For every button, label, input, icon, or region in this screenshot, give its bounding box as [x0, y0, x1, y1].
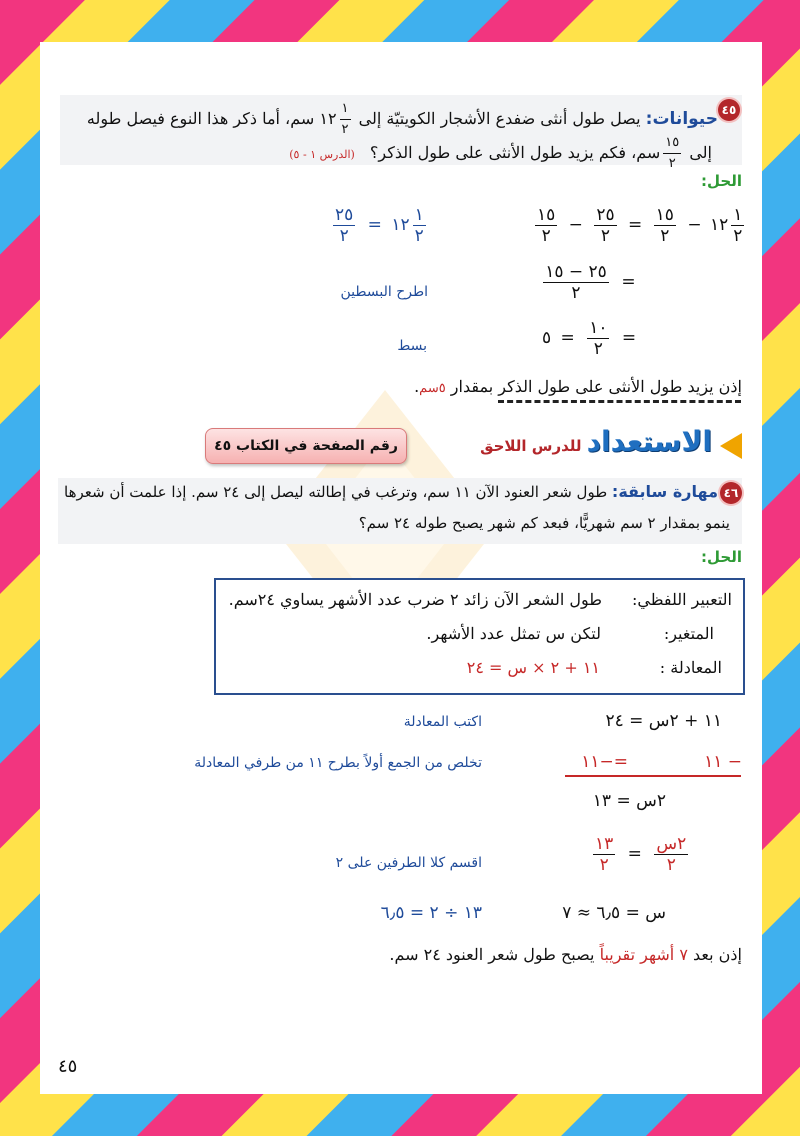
- book-page-reference-button[interactable]: رقم الصفحة في الكتاب ٤٥: [205, 428, 407, 464]
- subtraction-rule: [565, 775, 741, 777]
- next-lesson-heading: الاستعداد للدرس اللاحق: [480, 425, 712, 458]
- solve-step-2-left: − ١١: [704, 752, 742, 772]
- step-note: اقسم كلا الطرفين على ٢: [335, 855, 482, 871]
- arrow-icon: [720, 433, 742, 459]
- question-45-line-1: حيوانات: يصل طول أنثى ضفدع الأشجار الكويتيّة إلى $\frac{١}{٢}$ ١٢ سم، أما ذكر هذا النوع فيصل طوله: [87, 99, 718, 140]
- solve-step-5: س = ٦٫٥ ≈ ٧: [562, 903, 666, 923]
- question-number-badge: ٤٥: [718, 99, 740, 121]
- question-46-line-1: مهارة سابقة: طول شعر العنود الآن ١١ سم، وترغب في إطالته ليصل إلى ٢٤ سم. إذا علمت أن شعرها: [64, 482, 718, 501]
- page-number: ٤٥: [58, 1056, 78, 1077]
- mixed-number-conversion: $\frac{١}{٢}$ ١٢ = $\frac{٢٥}{٢}$: [335, 205, 424, 246]
- question-title: حيوانات:: [645, 109, 718, 129]
- step-note: اكتب المعادلة: [403, 714, 482, 730]
- question-number-badge: ٤٦: [720, 482, 742, 504]
- solve-step-1: ١١ + ٢س = ٢٤: [605, 711, 722, 731]
- verbal-expression-label: التعبير اللفظي:: [632, 590, 732, 609]
- question-45-line-2: إلى $\frac{١٥}{٢}$ سم، فكم يزيد طول الأنثى على طول الذكر؟ (الدرس ١ - ٥): [289, 133, 712, 174]
- question-title: مهارة سابقة:: [611, 482, 718, 501]
- subtraction-step-1: $\frac{١}{٢}$ ١٢ − $\frac{١٥}{٢}$ = $\frac{٢٥}{٢}$ − $\frac{١٥}{٢}$: [537, 205, 743, 246]
- final-answer: إذن بعد ٧ أشهر تقريباً يصبح طول شعر العنود ٢٤ سم.: [389, 945, 742, 964]
- equation-label: المعادلة :: [659, 658, 722, 677]
- equation-text: ١١ + ٢ × س = ٢٤: [466, 658, 600, 677]
- variable-label: المتغير:: [663, 624, 714, 643]
- verbal-expression-text: طول الشعر الآن زائد ٢ ضرب عدد الأشهر يساوي ٢٤سم.: [228, 590, 602, 609]
- subtraction-step-3: = $\frac{١٠}{٢}$ = ٥: [542, 318, 637, 359]
- subtraction-step-2: = $\frac{٢٥ - ١٥}{٢}$: [540, 262, 640, 303]
- solution-label: الحل:: [701, 548, 742, 566]
- solve-step-2-right: =−١١: [581, 752, 628, 772]
- solution-label: الحل:: [701, 172, 742, 190]
- step-note: اطرح البسطين: [340, 284, 428, 300]
- section-divider: [498, 400, 741, 403]
- division-calculation: ١٣ ÷ ٢ = ٦٫٥: [380, 903, 482, 923]
- lesson-reference: (الدرس ١ - ٥): [289, 148, 355, 161]
- step-note: بسط: [397, 338, 427, 354]
- variable-text: لتكن س تمثل عدد الأشهر.: [426, 624, 601, 643]
- solve-step-4: $\frac{١٣}{٢}$ = $\frac{\text{٢س}}{٢}$: [595, 834, 687, 875]
- step-note: تخلص من الجمع أولاً بطرح ١١ من طرفي المعادلة: [194, 755, 482, 771]
- question-46-line-2: ينمو بمقدار ٢ سم شهريًّا، فبعد كم شهر يصبح طوله ٢٤ سم؟: [358, 514, 730, 532]
- conclusion-text: إذن يزيد طول الأنثى على طول الذكر بمقدار ٥سم.: [414, 377, 742, 396]
- solve-step-3: ٢س = ١٣: [592, 791, 666, 811]
